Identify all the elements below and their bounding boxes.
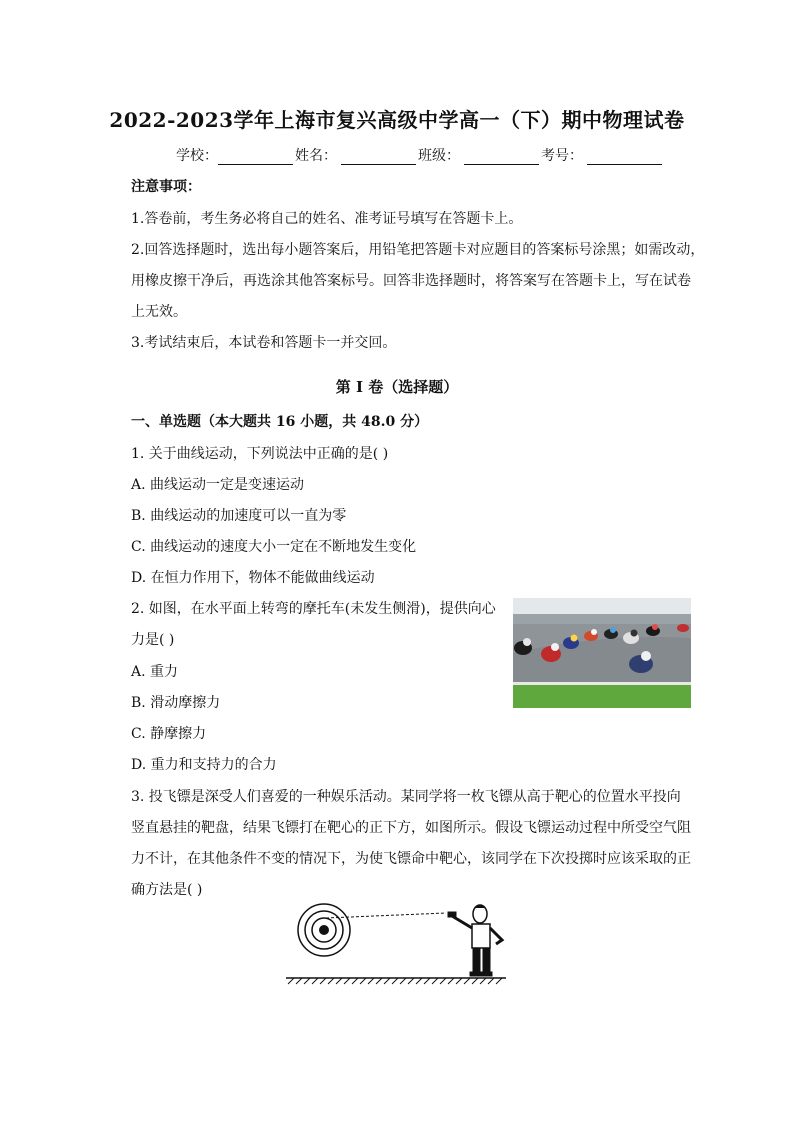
question-1-option-c: C. 曲线运动的速度大小一定在不断地发生变化: [131, 539, 417, 555]
question-3-line: 竖直悬挂的靶盘，结果飞镖打在靶心的正下方，如图所示。假设飞镖运动过程中所受空气阻: [131, 820, 691, 836]
question-2-option-c: C. 静摩擦力: [131, 726, 207, 742]
notice-item: 上无效。: [131, 304, 187, 320]
school-blank: [218, 150, 293, 165]
motorcycle-race-photo: [513, 598, 691, 708]
notice-item: 1.答卷前，考生务必将自己的姓名、准考证号填写在答题卡上。: [131, 211, 523, 227]
section-title: 第 I 卷（选择题）: [335, 378, 459, 396]
question-3-line: 3. 投飞镖是深受人们喜爱的一种娱乐活动。某同学将一枚飞镖从高于靶心的位置水平投向: [131, 789, 681, 805]
exam-number-blank: [587, 150, 662, 165]
dart-throwing-diagram: [286, 900, 516, 990]
question-2-option-b: B. 滑动摩擦力: [131, 695, 221, 711]
target-board-icon: [298, 904, 350, 956]
notice-item: 3.考试结束后，本试卷和答题卡一并交回。: [131, 335, 397, 351]
name-blank: [341, 150, 416, 165]
part-heading: 一、单选题（本大题共 16 小题，共 48.0 分）: [131, 414, 429, 430]
exam-number-label: 考号：: [541, 148, 583, 164]
notice-heading: 注意事项：: [131, 179, 201, 195]
name-label: 姓名：: [295, 148, 337, 164]
class-blank: [464, 150, 539, 165]
question-3-line: 确方法是( ): [131, 882, 203, 898]
notice-item: 用橡皮擦干净后，再选涂其他答案标号。回答非选择题时，将答案写在答题卡上，写在试卷: [131, 273, 691, 289]
question-2-option-d: D. 重力和支持力的合力: [131, 757, 277, 773]
exam-title: 2022-2023学年上海市复兴高级中学高一（下）期中物理试卷: [109, 108, 685, 132]
school-label: 学校：: [176, 148, 218, 164]
question-1-stem: 1. 关于曲线运动，下列说法中正确的是( ): [131, 446, 389, 462]
notice-item: 2.回答选择题时，选出每小题答案后，用铅笔把答题卡对应题目的答案标号涂黑；如需改动，: [131, 242, 705, 258]
class-label: 班级：: [418, 148, 460, 164]
student-info-line: [176, 145, 664, 165]
question-2-stem-cont: 力是( ): [131, 632, 175, 648]
thrower-figure-icon: [448, 905, 502, 976]
question-1-option-d: D. 在恒力作用下，物体不能做曲线运动: [131, 570, 375, 586]
question-2-stem: 2. 如图，在水平面上转弯的摩托车(未发生侧滑)，提供向心: [131, 601, 496, 617]
question-1-option-a: A. 曲线运动一定是变速运动: [131, 477, 305, 493]
question-2-option-a: A. 重力: [131, 664, 179, 680]
question-3-line: 力不计，在其他条件不变的情况下，为使飞镖命中靶心，该同学在下次投掷时应该采取的正: [131, 851, 691, 867]
question-1-option-b: B. 曲线运动的加速度可以一直为零: [131, 508, 347, 524]
